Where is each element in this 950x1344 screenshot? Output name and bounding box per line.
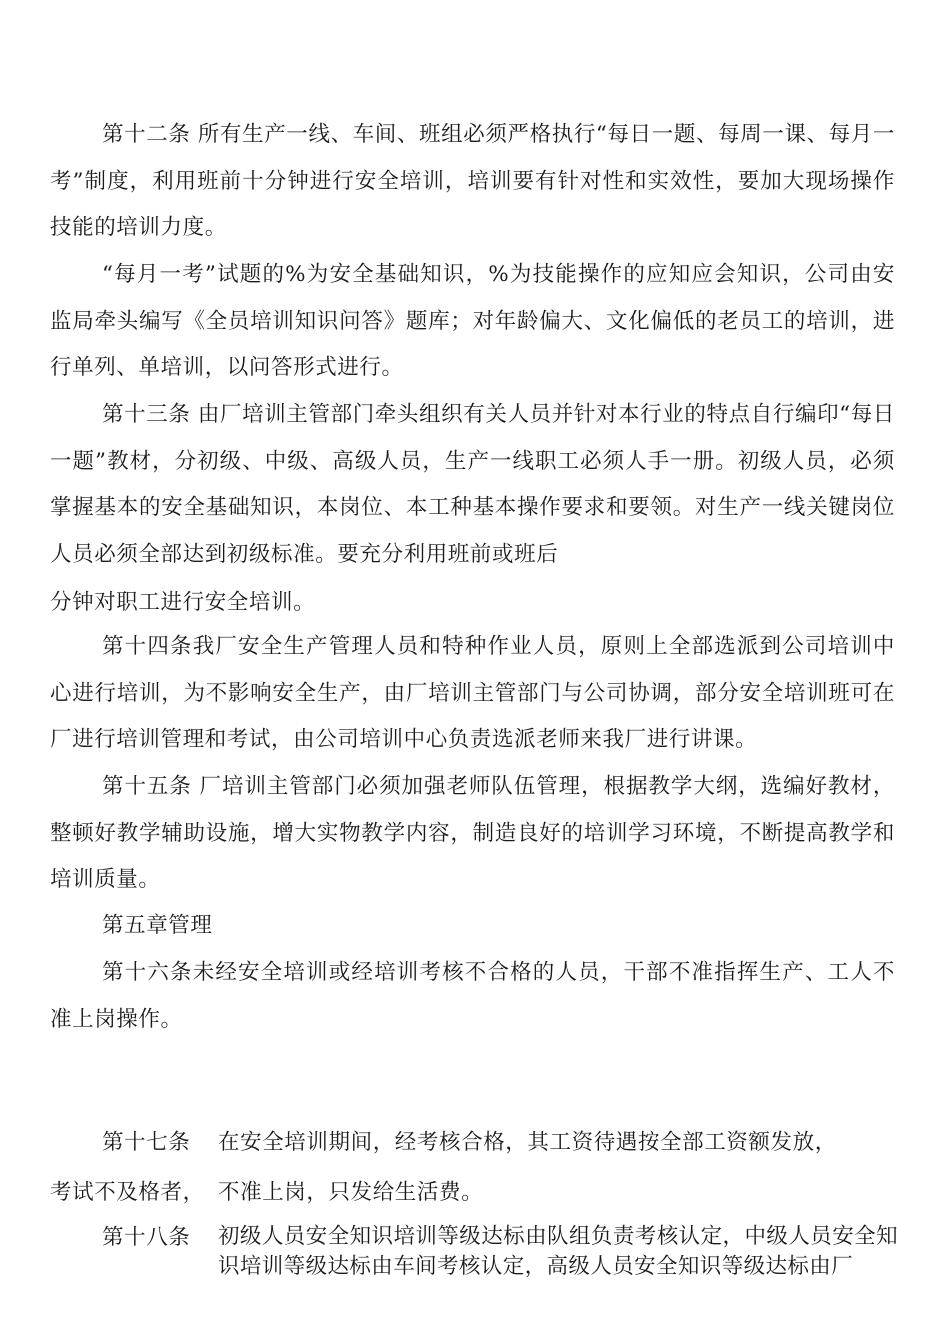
article-16: 第十六条未经安全培训或经培训考核不合格的人员，干部不准指挥生产、工人不准上岗操作。 (50, 960, 895, 1032)
article-18-body: 初级人员安全知识培训等级达标由队组负责考核认定，中级人员安全知识培训等级达标由车间考核认定，高级人员安全知识等级达标由厂 (218, 1224, 898, 1279)
chapter-5-heading: 第五章管理 (102, 913, 213, 938)
article-14: 第十四条我厂安全生产管理人员和特种作业人员，原则上全部选派到公司培训中心进行培训，为不影响安全生产，由厂培训主管部门与公司协调，部分安全培训班可在厂进行培训管理和考试，由公司培训中心负责选派老师来我厂进行讲课。 (50, 634, 895, 752)
article-12-exam-note: “每月一考”试题的%为安全基础知识，%为技能操作的应知应会知识，公司由安监局牵头编写《全员培训知识问答》题库；对年龄偏大、文化偏低的老员工的培训，进行单列、单培训，以问答形式进行。 (50, 262, 895, 380)
article-15: 第十五条 厂培训主管部门必须加强老师队伍管理，根据教学大纲，选编好教材，整顿好教学辅助设施，增大实物教学内容，制造良好的培训学习环境，不断提高教学和培训质量。 (50, 774, 895, 892)
article-18-label: 第十八条 (102, 1225, 191, 1250)
article-13: 第十三条 由厂培训主管部门牵头组织有关人员并针对本行业的特点自行编印“每日一题”教材，分初级、中级、高级人员，生产一线职工必须人手一册。初级人员，必须掌握基本的安全基础知识，本岗位、本工种基本操作要求和要领。对生产一线关键岗位人员必须全部达到初级标准。要充分利用班前或班后 (50, 402, 895, 567)
article-12: 第十二条 所有生产一线、车间、班组必须严格执行“每日一题、每周一课、每月一考”制度，利用班前十分钟进行安全培训，培训要有针对性和实效性，要加大现场操作技能的培训力度。 (50, 122, 895, 240)
article-17-line-2b: 不准上岗，只发给生活费。 (218, 1180, 484, 1205)
article-17-line-2a: 考试不及格者， (50, 1180, 205, 1205)
article-17-label: 第十七条 (102, 1130, 191, 1155)
article-17-line-1: 在安全培训期间，经考核合格，其工资待遇按全部工资额发放， (218, 1130, 837, 1155)
article-13-tail: 分钟对职工进行安全培训。 (50, 590, 316, 615)
